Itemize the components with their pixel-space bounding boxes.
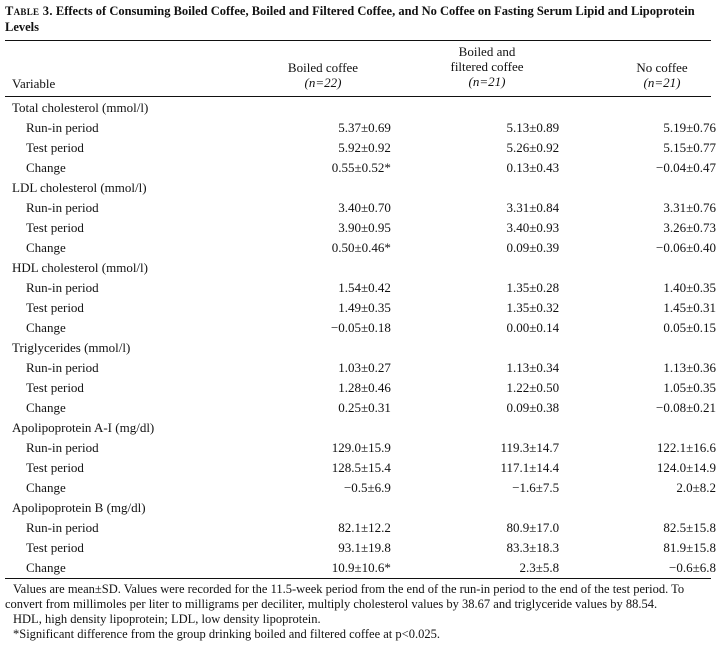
header-variable: Variable: [12, 76, 56, 91]
footnote-values: Values are mean±SD. Values were recorded for the 11.5-week period from the end of the run-in period to the end of the test period. To convert from millimoles per liter to milligrams per deciliter, multiply cholesterol values by 38.67 and triglyceride values by 88.54.: [5, 582, 685, 611]
group-row: [0, 178, 716, 198]
cell-filtered-coffee: 1.35±0.28: [506, 280, 560, 295]
cell-filtered-coffee: 5.26±0.92: [506, 140, 560, 155]
table-row: [0, 558, 716, 578]
header-no-coffee: [580, 60, 710, 90]
cell-filtered-coffee: 3.40±0.93: [506, 220, 560, 235]
table-caption: [5, 3, 711, 35]
cell-boiled-coffee: 3.90±0.95: [338, 220, 391, 235]
cell-boiled-coffee: 5.37±0.69: [338, 120, 391, 135]
table-row: [0, 218, 716, 238]
cell-filtered-coffee: 0.09±0.39: [506, 240, 560, 255]
row-label: Test period: [26, 380, 84, 395]
cell-filtered-coffee: 0.13±0.43: [506, 160, 560, 175]
cell-filtered-coffee: 83.3±18.3: [506, 540, 560, 555]
cell-filtered-coffee: 80.9±17.0: [506, 520, 560, 535]
cell-no-coffee: −0.08±0.21: [656, 400, 716, 415]
header-boiled-line1: Boiled coffee: [287, 60, 359, 75]
table-row: [0, 298, 716, 318]
cell-boiled-coffee: 0.25±0.31: [338, 400, 391, 415]
row-label: Change: [26, 560, 66, 575]
cell-no-coffee: 2.0±8.2: [676, 480, 716, 495]
cell-boiled-coffee: 10.9±10.6*: [331, 560, 391, 575]
cell-boiled-coffee: 1.03±0.27: [338, 360, 391, 375]
cell-no-coffee: −0.06±0.40: [656, 240, 716, 255]
cell-no-coffee: 81.9±15.8: [663, 540, 716, 555]
table-row: [0, 358, 716, 378]
table-row: [0, 538, 716, 558]
table-row: [0, 438, 716, 458]
cell-filtered-coffee: 1.13±0.34: [506, 360, 560, 375]
cell-no-coffee: 0.05±0.15: [663, 320, 716, 335]
lipid-table: [0, 98, 716, 578]
row-label: Test period: [26, 300, 84, 315]
cell-boiled-coffee: 129.0±15.9: [331, 440, 391, 455]
table-row: [0, 238, 716, 258]
cell-boiled-coffee: 3.40±0.70: [338, 200, 391, 215]
table-row: [0, 158, 716, 178]
row-label: Run-in period: [26, 120, 99, 135]
row-label: Test period: [26, 540, 84, 555]
header-filtered-coffee: [412, 44, 562, 89]
cell-boiled-coffee: 1.28±0.46: [338, 380, 391, 395]
cell-boiled-coffee: 82.1±12.2: [338, 520, 391, 535]
header-filtered-n: (n=21): [468, 74, 506, 89]
group-row: [0, 418, 716, 438]
table-row: [0, 118, 716, 138]
table-row: [0, 478, 716, 498]
footnote-abbreviations: HDL, high density lipoprotein; LDL, low density lipoprotein.: [13, 612, 321, 626]
cell-filtered-coffee: 5.13±0.89: [506, 120, 560, 135]
cell-no-coffee: 3.26±0.73: [663, 220, 716, 235]
row-label: Change: [26, 240, 66, 255]
group-label: Triglycerides (mmol/l): [12, 340, 131, 355]
header-boiled-n: (n=22): [304, 75, 342, 90]
row-label: Change: [26, 320, 66, 335]
table-row: [0, 198, 716, 218]
cell-no-coffee: 1.40±0.35: [663, 280, 716, 295]
header-none-n: (n=21): [643, 75, 681, 90]
cell-boiled-coffee: 0.55±0.52*: [331, 160, 391, 175]
table-row: [0, 378, 716, 398]
cell-filtered-coffee: 117.1±14.4: [500, 460, 560, 475]
table-row: [0, 458, 716, 478]
group-row: [0, 258, 716, 278]
row-label: Test period: [26, 140, 84, 155]
header-none-line1: No coffee: [636, 60, 688, 75]
cell-no-coffee: 5.15±0.77: [663, 140, 716, 155]
cell-filtered-coffee: 119.3±14.7: [500, 440, 560, 455]
table-row: [0, 318, 716, 338]
row-label: Run-in period: [26, 440, 99, 455]
row-label: Change: [26, 400, 66, 415]
cell-boiled-coffee: 0.50±0.46*: [331, 240, 391, 255]
cell-no-coffee: 1.13±0.36: [663, 360, 716, 375]
table-label: Table 3.: [5, 4, 53, 18]
header-boiled-coffee: [248, 60, 398, 90]
table-header: [0, 44, 716, 94]
cell-boiled-coffee: 1.54±0.42: [338, 280, 391, 295]
footnotes: [5, 582, 711, 642]
cell-filtered-coffee: 1.35±0.32: [506, 300, 560, 315]
cell-filtered-coffee: 1.22±0.50: [506, 380, 560, 395]
cell-boiled-coffee: 1.49±0.35: [338, 300, 391, 315]
bottom-rule: [5, 578, 711, 579]
cell-filtered-coffee: 3.31±0.84: [506, 200, 560, 215]
group-row: [0, 498, 716, 518]
group-label: Apolipoprotein A-I (mg/dl): [12, 420, 155, 435]
row-label: Run-in period: [26, 360, 99, 375]
cell-filtered-coffee: 0.09±0.38: [506, 400, 560, 415]
cell-filtered-coffee: −1.6±7.5: [512, 480, 560, 495]
cell-boiled-coffee: −0.5±6.9: [343, 480, 391, 495]
header-filtered-line2: filtered coffee: [450, 59, 524, 74]
group-label: LDL cholesterol (mmol/l): [12, 180, 147, 195]
cell-filtered-coffee: 0.00±0.14: [506, 320, 560, 335]
cell-boiled-coffee: 128.5±15.4: [331, 460, 391, 475]
row-label: Change: [26, 480, 66, 495]
row-label: Run-in period: [26, 520, 99, 535]
cell-no-coffee: −0.6±6.8: [669, 560, 716, 575]
row-label: Run-in period: [26, 200, 99, 215]
group-label: Apolipoprotein B (mg/dl): [12, 500, 146, 515]
table-row: [0, 138, 716, 158]
cell-boiled-coffee: 93.1±19.8: [338, 540, 391, 555]
table-title: Effects of Consuming Boiled Coffee, Boiled and Filtered Coffee, and No Coffee on Fasting Serum Lipid and Lipoprotein Levels: [5, 4, 695, 34]
cell-no-coffee: 1.05±0.35: [663, 380, 716, 395]
table-row: [0, 278, 716, 298]
group-row: [0, 338, 716, 358]
footnote-significance: *Significant difference from the group drinking boiled and filtered coffee at p<0.025.: [13, 627, 440, 641]
table-row: [0, 398, 716, 418]
row-label: Change: [26, 160, 66, 175]
group-row: [0, 98, 716, 118]
header-filtered-line1: Boiled and: [458, 44, 516, 59]
cell-filtered-coffee: 2.3±5.8: [519, 560, 560, 575]
header-rule: [5, 96, 711, 97]
group-label: Total cholesterol (mmol/l): [12, 100, 149, 115]
table-row: [0, 518, 716, 538]
cell-no-coffee: 122.1±16.6: [656, 440, 716, 455]
cell-no-coffee: 124.0±14.9: [656, 460, 716, 475]
cell-no-coffee: 3.31±0.76: [663, 200, 716, 215]
row-label: Run-in period: [26, 280, 99, 295]
cell-no-coffee: 1.45±0.31: [663, 300, 716, 315]
cell-no-coffee: −0.04±0.47: [656, 160, 716, 175]
cell-no-coffee: 82.5±15.8: [663, 520, 716, 535]
cell-boiled-coffee: 5.92±0.92: [338, 140, 391, 155]
table-body: [0, 98, 716, 578]
row-label: Test period: [26, 220, 84, 235]
cell-boiled-coffee: −0.05±0.18: [330, 320, 391, 335]
cell-no-coffee: 5.19±0.76: [663, 120, 716, 135]
row-label: Test period: [26, 460, 84, 475]
group-label: HDL cholesterol (mmol/l): [12, 260, 148, 275]
top-rule: [5, 40, 711, 41]
